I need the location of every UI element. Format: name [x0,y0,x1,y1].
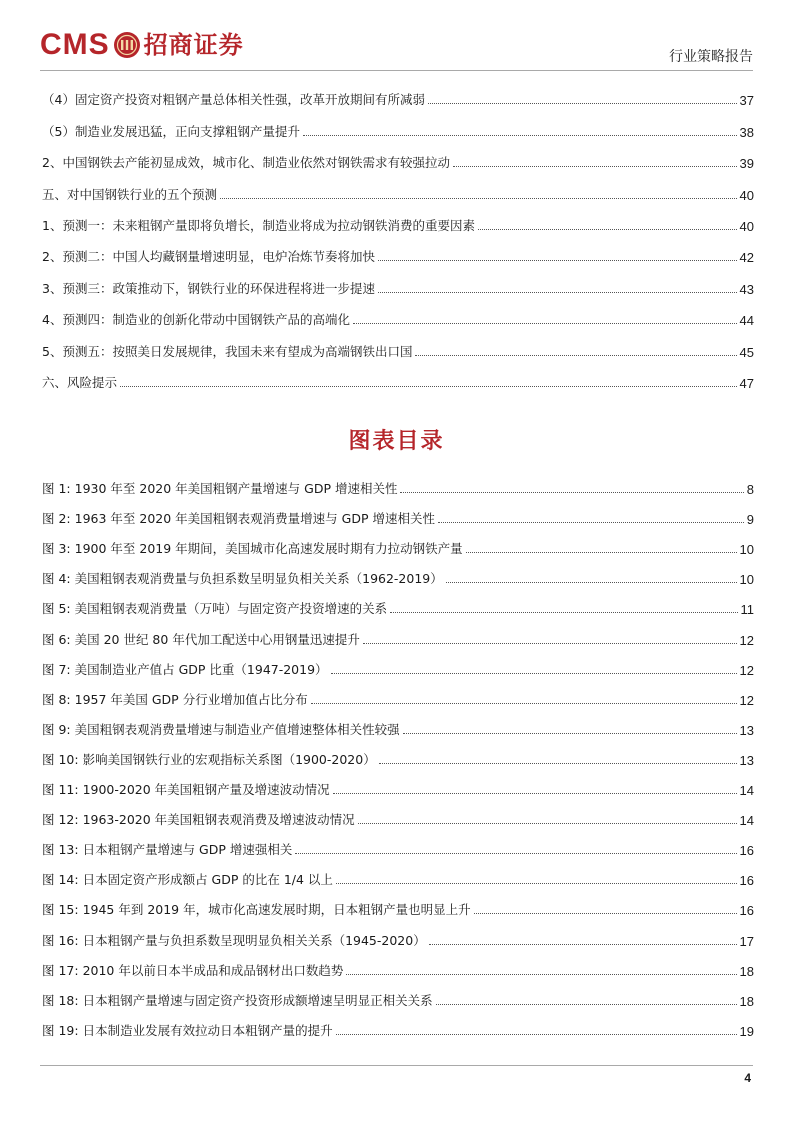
toc-entry-label: 3、预测三：政策推动下，钢铁行业的环保进程将进一步提速 [42,280,375,296]
figure-entry-page: 16 [739,903,754,919]
dot-leader [474,913,737,914]
toc-entry-label: 六、风险提示 [42,374,118,390]
dot-leader [331,673,737,674]
figure-entry-page: 16 [739,843,754,859]
figure-entry[interactable] [42,833,754,863]
figure-entry-label: 图 19: 日本制造业发展有效拉动日本粗钢产量的提升 [42,1022,333,1038]
toc-entry[interactable] [42,333,754,364]
figure-entry-page: 17 [739,933,754,949]
dot-leader [333,793,737,794]
dot-leader [428,103,737,104]
dot-leader [378,292,737,293]
figure-entry-page: 19 [739,1023,754,1039]
figure-entry-page: 11 [740,602,754,618]
toc-entry-label: 4、预测四：制造业的创新化带动中国钢铁产品的高端化 [42,312,350,328]
figure-entry-page: 14 [739,813,754,829]
figure-entry[interactable] [42,803,754,833]
toc-entry-label: 2、中国钢铁去产能初显成效，城市化、制造业依然对钢铁需求有较强拉动 [42,155,450,171]
toc-entry[interactable] [42,270,754,301]
dot-leader [220,198,737,199]
figure-entry-label: 图 7: 美国制造业产值占 GDP 比重（1947-2019） [42,661,328,677]
figure-entry-page: 12 [739,662,754,678]
footer-divider [40,1065,753,1066]
dot-leader [346,974,736,975]
figure-entry[interactable] [42,502,754,532]
figure-entry[interactable] [42,622,754,652]
dot-leader [120,386,737,387]
figure-entry[interactable] [42,532,754,562]
figure-entry[interactable] [42,923,754,953]
figure-entry-page: 16 [739,873,754,889]
figure-entry-label: 图 2: 1963 年至 2020 年美国粗钢表观消费量增速与 GDP 增速相关性 [42,511,435,527]
cms-logo [40,28,244,62]
dot-leader [438,522,744,523]
dot-leader [400,492,743,493]
figure-entry-page: 14 [739,783,754,799]
logo-chinese-text: 招商证券 [143,30,244,59]
figure-entry-label: 图 4: 美国粗钢表观消费量与负担系数呈明显负相关关系（1962-2019） [42,571,443,587]
figure-entry-label: 图 12: 1963-2020 年美国粗钢表观消费及增速波动情况 [42,812,355,828]
toc-entry-page: 39 [739,156,754,172]
dot-leader [336,883,737,884]
figure-entry[interactable] [42,472,754,502]
figures-index-title: 图表目录 [348,428,445,454]
figure-entry-label: 图 8: 1957 年美国 GDP 分行业增加值占比分布 [42,691,308,707]
header-divider [40,70,753,71]
toc-entry[interactable] [42,208,754,239]
toc-entry-label: （5）制造业发展迅猛，正向支撑粗钢产量提升 [42,123,300,139]
toc-entry[interactable] [42,239,754,270]
dot-leader [466,552,737,553]
dot-leader [336,1034,737,1035]
dot-leader [311,703,737,704]
dot-leader [303,135,737,136]
figure-entry-page: 18 [739,993,754,1009]
toc-entry-label: 5、预测五：按照美日发展规律，我国未来有望成为高端钢铁出口国 [42,343,413,359]
figure-entry[interactable] [42,773,754,803]
figure-entry-page: 13 [739,722,754,738]
figure-entry[interactable] [42,893,754,923]
figure-entry-page: 8 [746,482,754,498]
figure-entry-label: 图 15: 1945 年到 2019 年，城市化高速发展时期，日本粗钢产量也明显上升 [42,902,471,918]
figure-entry[interactable] [42,562,754,592]
dot-leader [363,643,737,644]
figure-entry-label: 图 5: 美国粗钢表观消费量（万吨）与固定资产投资增速的关系 [42,601,388,617]
figure-entry[interactable] [42,713,754,743]
figure-entry-page: 18 [739,963,754,979]
toc-entry-page: 43 [739,281,754,297]
dot-leader [478,229,737,230]
toc-entry[interactable] [42,302,754,333]
figure-entry-page: 12 [739,632,754,648]
figure-entry-label: 图 18: 日本粗钢产量增速与固定资产投资形成额增速呈明显正相关关系 [42,992,433,1008]
figure-entry-page: 12 [739,692,754,708]
figures-index [42,472,754,1044]
figure-entry-label: 图 6: 美国 20 世纪 80 年代加工配送中心用钢量迅速提升 [42,631,360,647]
dot-leader [436,1004,737,1005]
dot-leader [429,944,737,945]
toc-entry[interactable] [42,82,754,113]
figure-entry-page: 10 [739,542,754,558]
dot-leader [390,612,737,613]
figure-entry[interactable] [42,863,754,893]
toc-entry-page: 38 [739,124,754,140]
dot-leader [415,355,736,356]
page-number: 4 [744,1071,751,1085]
logo-latin-text: CMS [40,28,110,61]
toc-entry-label: 1、预测一：未来粗钢产量即将负增长，制造业将成为拉动钢铁消费的重要因素 [42,217,475,233]
toc-entry-page: 45 [739,344,754,360]
toc-entry-page: 42 [739,250,754,266]
toc-entry-label: 五、对中国钢铁行业的五个预测 [42,186,218,202]
figure-entry-label: 图 11: 1900-2020 年美国粗钢产量及增速波动情况 [42,782,330,798]
figure-entry[interactable] [42,1014,754,1044]
toc-entry[interactable] [42,145,754,176]
toc-entry-page: 40 [739,218,754,234]
figure-entry-label: 图 10: 影响美国钢铁行业的宏观指标关系图（1900-2020） [42,751,376,767]
dot-leader [295,853,736,854]
figure-entry-page: 9 [746,512,754,528]
toc-entry-page: 47 [739,375,754,391]
dot-leader [378,260,737,261]
figure-entry[interactable] [42,653,754,683]
cms-emblem-icon [113,31,141,59]
toc-entry-page: 37 [739,93,754,109]
figure-entry-label: 图 9: 美国粗钢表观消费量增速与制造业产值增速整体相关性较强 [42,721,400,737]
dot-leader [379,763,737,764]
toc-entry[interactable] [42,176,754,207]
figure-entry-label: 图 16: 日本粗钢产量与负担系数呈现明显负相关关系（1945-2020） [42,932,426,948]
toc-entry-label: 2、预测二：中国人均藏钢量增速明显，电炉冶炼节奏将加快 [42,249,375,265]
toc-entry[interactable] [42,365,754,396]
figure-entry[interactable] [42,683,754,713]
table-of-contents [42,82,754,396]
dot-leader [353,323,737,324]
figure-entry-page: 10 [739,572,754,588]
dot-leader [453,166,737,167]
page-header [40,24,753,68]
dot-leader [358,823,737,824]
figure-entry-label: 图 17: 2010 年以前日本半成品和成品钢材出口数趋势 [42,962,344,978]
dot-leader [403,733,737,734]
figure-entry-label: 图 14: 日本固定资产形成额占 GDP 的比在 1/4 以上 [42,872,333,888]
figure-entry[interactable] [42,592,754,622]
figure-entry[interactable] [42,954,754,984]
toc-entry[interactable] [42,113,754,144]
figure-entry-label: 图 13: 日本粗钢产量增速与 GDP 增速强相关 [42,842,293,858]
toc-entry-label: （4）固定资产投资对粗钢产量总体相关性强，改革开放期间有所减弱 [42,92,425,108]
figure-entry-label: 图 3: 1900 年至 2019 年期间，美国城市化高速发展时期有力拉动钢铁产量 [42,541,463,557]
toc-entry-page: 40 [739,187,754,203]
report-type-label: 行业策略报告 [669,49,753,65]
figure-entry-label: 图 1: 1930 年至 2020 年美国粗钢产量增速与 GDP 增速相关性 [42,481,398,497]
figure-entry[interactable] [42,743,754,773]
toc-entry-page: 44 [739,313,754,329]
figure-entry[interactable] [42,984,754,1014]
figure-entry-page: 13 [739,752,754,768]
dot-leader [446,582,737,583]
